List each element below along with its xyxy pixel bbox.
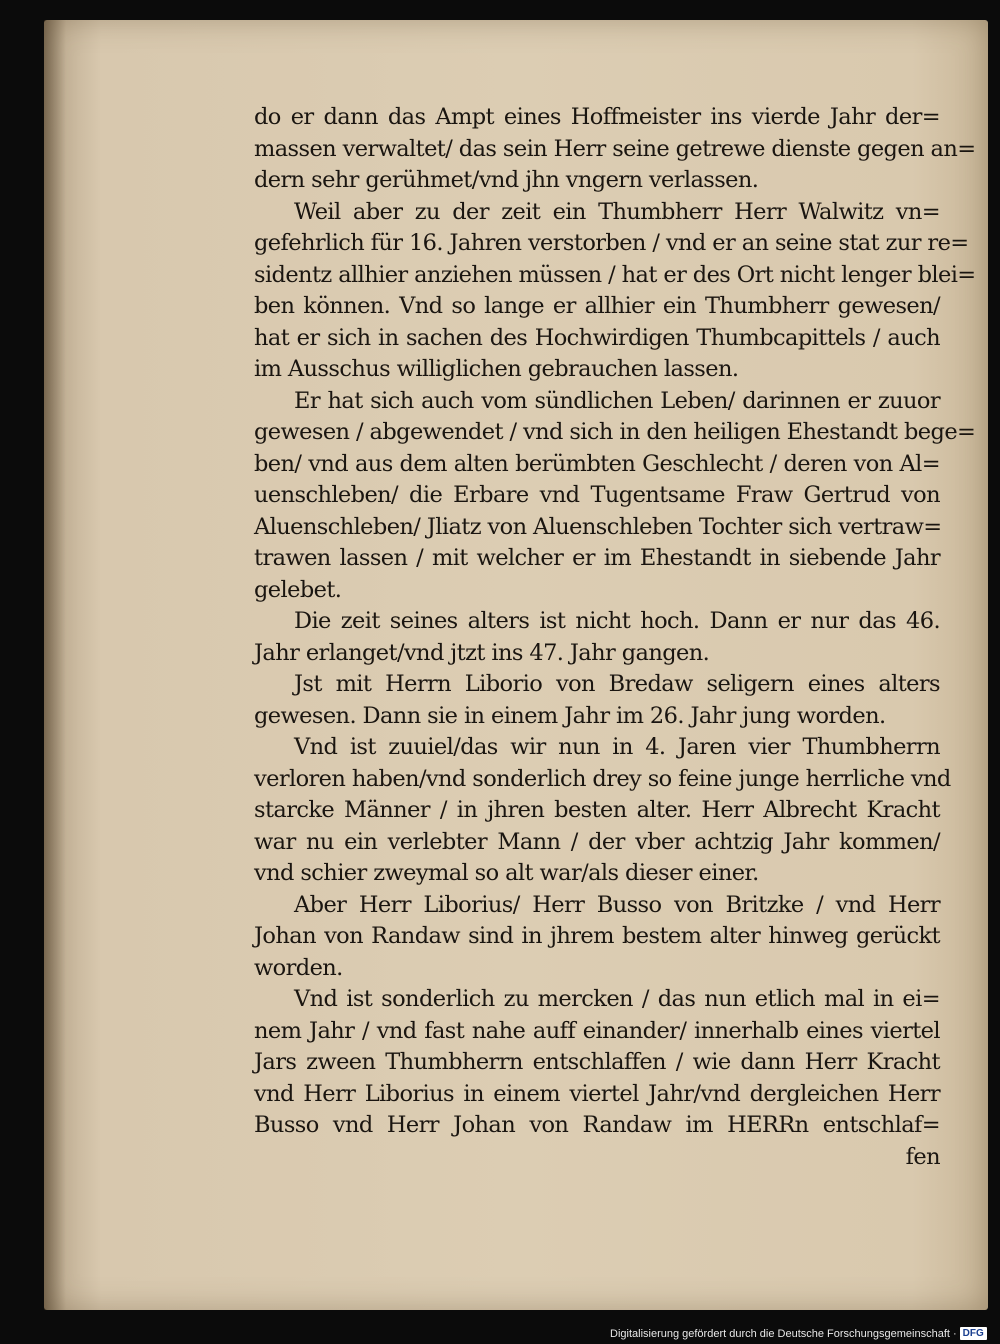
text-line: massen verwaltet/ das sein Herr seine getrewe dienste gegen an=	[254, 135, 976, 162]
page-text-block	[254, 102, 976, 1173]
text-line: Vnd ist zuuiel/das wir nun in 4. Jaren vier Thumbherrn	[294, 734, 940, 760]
credit-separator: ·	[952, 1327, 957, 1340]
text-line: war nu ein verlebter Mann / der vber achtzig Jahr kommen/	[254, 828, 940, 855]
digitization-credit	[610, 1327, 987, 1340]
text-line: Die zeit seines alters ist nicht hoch. Dann er nur das 46.	[294, 608, 940, 634]
text-line: dern sehr gerühmet/vnd jhn vngern verlassen.	[254, 167, 759, 193]
text-line: trawen lassen / mit welcher er im Ehestandt in siebende Jahr	[254, 545, 940, 571]
text-line: vnd Herr Liborius in einem viertel Jahr/vnd dergleichen Herr	[254, 1080, 940, 1107]
text-line: gelebet.	[254, 576, 342, 603]
text-line: Vnd ist sonderlich zu mercken / das nun etlich mal in ei=	[294, 986, 940, 1012]
text-line: im Ausschus williglichen gebrauchen lassen.	[254, 356, 739, 382]
text-line: Jst mit Herrn Liborio von Bredaw seligern eines alters	[294, 671, 940, 697]
text-line: ben können. Vnd so lange er allhier ein Thumbherr gewesen/	[254, 293, 940, 319]
text-line: gefehrlich für 16. Jahren verstorben / vnd er an seine stat zur re=	[254, 230, 969, 256]
text-line: do er dann das Ampt eines Hoffmeister ins vierde Jahr der=	[254, 104, 940, 130]
dfg-logo-icon: DFG	[960, 1327, 987, 1340]
page-spine-shadow	[44, 20, 66, 1310]
text-line: Aluenschleben/ Jliatz von Aluenschleben Tochter sich vertraw=	[254, 513, 942, 540]
text-line: Busso vnd Herr Johan von Randaw im HERRn entschlaf=	[254, 1112, 940, 1138]
text-line: worden.	[254, 954, 343, 981]
text-line: hat er sich in sachen des Hochwirdigen Thumbcapittels / auch	[254, 324, 940, 351]
text-line: Aber Herr Liborius/ Herr Busso von Britzke / vnd Herr	[294, 891, 940, 918]
text-line: Jars zween Thumbherrn entschlaffen / wie dann Herr Kracht	[254, 1049, 940, 1075]
text-line: sidentz allhier anziehen müssen / hat er des Ort nicht lenger blei=	[254, 261, 976, 288]
text-line: gewesen / abgewendet / vnd sich in den heiligen Ehestandt bege=	[254, 419, 976, 445]
text-line: nem Jahr / vnd fast nahe auff einander/ innerhalb eines viertel	[254, 1017, 940, 1044]
text-line: vnd schier zweymal so alt war/als dieser einer.	[254, 860, 759, 886]
text-line: uenschleben/ die Erbare vnd Tugentsame Fraw Gertrud von	[254, 482, 940, 508]
text-line: verloren haben/vnd sonderlich drey so feine junge herrliche vnd	[254, 765, 951, 792]
text-line: Jahr erlanget/vnd jtzt ins 47. Jahr gangen.	[254, 639, 710, 666]
text-line: Weil aber zu der zeit ein Thumbherr Herr Walwitz vn=	[294, 198, 940, 225]
text-line: fen	[905, 1143, 940, 1170]
book-page	[44, 20, 988, 1310]
text-line: ben/ vnd aus dem alten berümbten Geschlecht / deren von Al=	[254, 450, 940, 477]
text-line: starcke Männer / in jhren besten alter. Herr Albrecht Kracht	[254, 797, 940, 823]
credit-text: Digitalisierung gefördert durch die Deutsche Forschungsgemeinschaft	[610, 1327, 950, 1340]
text-line: Johan von Randaw sind in jhrem bestem alter hinweg gerückt	[254, 923, 940, 949]
text-line: Er hat sich auch vom sündlichen Leben/ darinnen er zuuor	[294, 387, 940, 414]
text-line: gewesen. Dann sie in einem Jahr im 26. Jahr jung worden.	[254, 702, 886, 729]
